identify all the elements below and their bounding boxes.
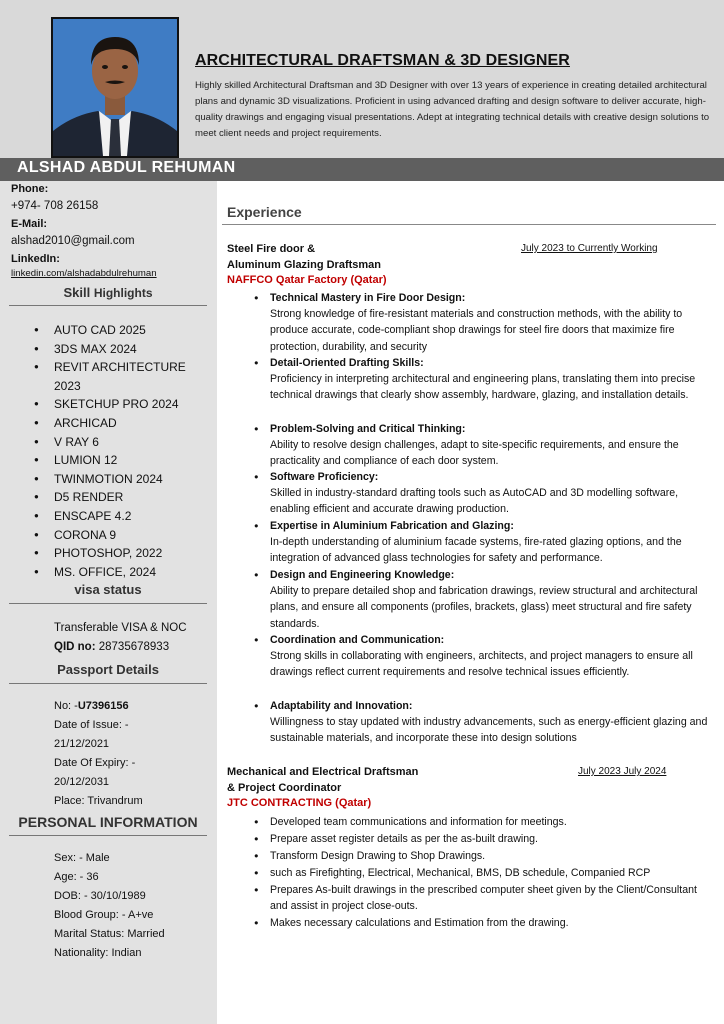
bullet-heading: ● Detail-Oriented Drafting Skills:: [270, 357, 424, 369]
job2-date: July 2023 July 2024: [578, 766, 667, 777]
list-item: [254, 469, 716, 518]
list-item: [254, 882, 716, 914]
list-item: [254, 290, 716, 355]
bullet-heading: ● Software Proficiency:: [270, 471, 379, 483]
job1-title-line2: Aluminum Glazing Draftsman: [227, 259, 382, 271]
phone-number: +974- 708 26158: [11, 200, 99, 212]
bullet-text: ● such as Firefighting, Electrical, Mechanical, BMS, DB schedule, Companied RCP: [270, 867, 651, 879]
divider: [9, 603, 207, 604]
divider: [9, 683, 207, 684]
bullet-text: Proficiency in interpreting architectural and engineering plans, translating them into precise technical drawings that clearly show assembly, hardware, glazing, and installation details.: [270, 373, 696, 402]
bullet-heading: ● Expertise in Aluminium Fabrication and Glazing:: [270, 520, 514, 532]
qid-line: [54, 638, 169, 657]
bullet-text: ● Makes necessary calculations and Estimation from the drawing.: [270, 917, 569, 929]
list-item: ● 3DS MAX 2024: [34, 340, 204, 359]
job2-title-line1: Mechanical and Electrical Draftsman: [227, 766, 419, 778]
list-item: ● ARCHICAD: [34, 414, 204, 433]
list-item: [254, 518, 716, 567]
list-item: [254, 698, 716, 747]
list-item: [254, 355, 716, 404]
list-item: [254, 865, 716, 881]
passport-expiry-date: 20/12/2031: [54, 776, 110, 788]
list-item: [254, 814, 716, 830]
passport-expiry-label: Date Of Expiry: -: [54, 757, 136, 769]
list-item: ● ENSCAPE 4.2: [34, 507, 204, 526]
personal-nationality: Nationality: Indian: [54, 947, 142, 959]
bullet-text: ● Transform Design Drawing to Shop Drawings.: [270, 850, 486, 862]
phone-label: Phone:: [11, 183, 49, 195]
profile-photo: [51, 17, 179, 158]
skills-heading: [9, 285, 207, 300]
list-item: [254, 831, 716, 847]
visa-status: Transferable VISA & NOC: [54, 622, 187, 634]
candidate-name: ALSHAD ABDUL REHUMAN: [17, 159, 236, 176]
bullet-heading: ● Coordination and Communication:: [270, 634, 445, 646]
visa-heading: visa status: [74, 582, 142, 597]
passport-place: Place: Trivandrum: [54, 795, 143, 807]
bullet-heading: ● Technical Mastery in Fire Door Design:: [270, 292, 466, 304]
email-address: alshad2010@gmail.com: [11, 235, 135, 247]
job1-date: July 2023 to Currently Working: [521, 243, 658, 254]
job2-title-line2: & Project Coordinator: [227, 782, 342, 794]
list-item: [254, 915, 716, 931]
job1-title: [227, 241, 381, 273]
bullet-text: Willingness to stay updated with industry advancements, such as energy-efficient glazing and sustainable materials, and incorporate these into design solutions: [270, 716, 708, 745]
divider: [9, 835, 207, 836]
email-label: E-Mail:: [11, 218, 48, 230]
passport-no-label: No: -: [54, 700, 78, 712]
bullet-heading: ● Design and Engineering Knowledge:: [270, 569, 455, 581]
bullet-text: ● Prepare asset register details as per the as-built drawing.: [270, 833, 538, 845]
skills-list: [34, 321, 204, 581]
list-item: [254, 421, 716, 470]
personal-blood-group: Blood Group: - A+ve: [54, 909, 154, 921]
list-item: ● TWINMOTION 2024: [34, 470, 204, 489]
bullet-text: Strong skills in collaborating with engineers, architects, and project managers to ensure all drawings reflect current requirements and resolve technical issues efficiently.: [270, 650, 693, 679]
personal-sex: Sex: - Male: [54, 852, 110, 864]
personal-dob: DOB: - 30/10/1989: [54, 890, 146, 902]
list-item: ● CORONA 9: [34, 526, 204, 545]
personal-age: Age: - 36: [54, 871, 99, 883]
list-item: ● REVIT ARCHITECTURE 2023: [34, 358, 204, 395]
list-item: ● D5 RENDER: [34, 488, 204, 507]
passport-no-value: U7396156: [77, 700, 129, 712]
experience-heading: Experience: [227, 204, 302, 220]
bullet-heading: ● Problem-Solving and Critical Thinking:: [270, 423, 466, 435]
divider: [9, 305, 207, 306]
list-item: [254, 632, 716, 681]
divider: [222, 224, 716, 225]
job2-title: [227, 764, 418, 796]
list-item: ● LUMION 12: [34, 451, 204, 470]
bullet-text: Ability to resolve design challenges, adapt to site-specific requirements, and ensure the practicality and compliance of each door system.: [270, 439, 679, 468]
qid-value: 28735678933: [98, 641, 170, 653]
job-title-heading: ARCHITECTURAL DRAFTSMAN & 3D DESIGNER: [195, 52, 570, 69]
passport-issue-label: Date of Issue: -: [54, 719, 129, 731]
passport-number: [54, 697, 129, 716]
list-item: [254, 567, 716, 632]
list-item: [254, 848, 716, 864]
skills-heading-bold: Skill: [63, 285, 91, 300]
passport-issue-date: 21/12/2021: [54, 738, 110, 750]
profile-summary: Highly skilled Architectural Draftsman and 3D Designer with over 13 years of experience in creating detailed architectural plans and dynamic 3D visualizations. Proficient in using advanced drafting and design software to deliver accurate, high-quality drawings and engaging visual presentations. Adept at integrating technical details with creative design solutions to meet client needs and project requirements.: [195, 80, 710, 139]
job2-company: JTC CONTRACTING (Qatar): [227, 797, 372, 809]
bullet-text: Ability to prepare detailed shop and fabrication drawings, review structural and architectural plans, and ensure all components (profiles, brackets, glass) meet structural and fire safety standards.: [270, 585, 698, 630]
personal-marital-status: Marital Status: Married: [54, 928, 165, 940]
bullet-text: ● Prepares As-built drawings in the prescribed computer sheet given by the Client/Consultant and assist in project close-outs.: [270, 884, 697, 913]
personal-heading: PERSONAL INFORMATION: [18, 814, 198, 830]
list-item: ● PHOTOSHOP, 2022: [34, 544, 204, 563]
bullet-text: In-depth understanding of aluminium facade systems, fire-rated glazing options, and the integration of advanced glass technologies for safety and performance.: [270, 536, 682, 565]
bullet-heading: ● Adaptability and Innovation:: [270, 700, 413, 712]
job1-title-line1: Steel Fire door &: [227, 243, 316, 255]
list-item: ● AUTO CAD 2025: [34, 321, 204, 340]
linkedin-label: LinkedIn:: [11, 253, 60, 265]
linkedin-link[interactable]: linkedin.com/alshadabdulrehuman: [11, 268, 157, 279]
list-item: ● MS. OFFICE, 2024: [34, 563, 204, 582]
bullet-text: ● Developed team communications and information for meetings.: [270, 816, 567, 828]
passport-heading: Passport Details: [57, 662, 159, 677]
name-bar: [0, 158, 724, 181]
list-item: ● SKETCHUP PRO 2024: [34, 395, 204, 414]
qid-label: QID no:: [54, 641, 96, 653]
bullet-text: Strong knowledge of fire-resistant materials and construction methods, with the ability to produce accurate, code-compliant shop drawings for steel fire doors that maximize fire protection, durability, and security: [270, 308, 683, 353]
list-item: ● V RAY 6: [34, 433, 204, 452]
bullet-text: Skilled in industry-standard drafting tools such as AutoCAD and 3D modelling software, enabling efficient and accurate drawing production.: [270, 487, 679, 516]
job1-company: NAFFCO Qatar Factory (Qatar): [227, 274, 387, 286]
skills-heading-rest: Highlights: [93, 286, 153, 300]
